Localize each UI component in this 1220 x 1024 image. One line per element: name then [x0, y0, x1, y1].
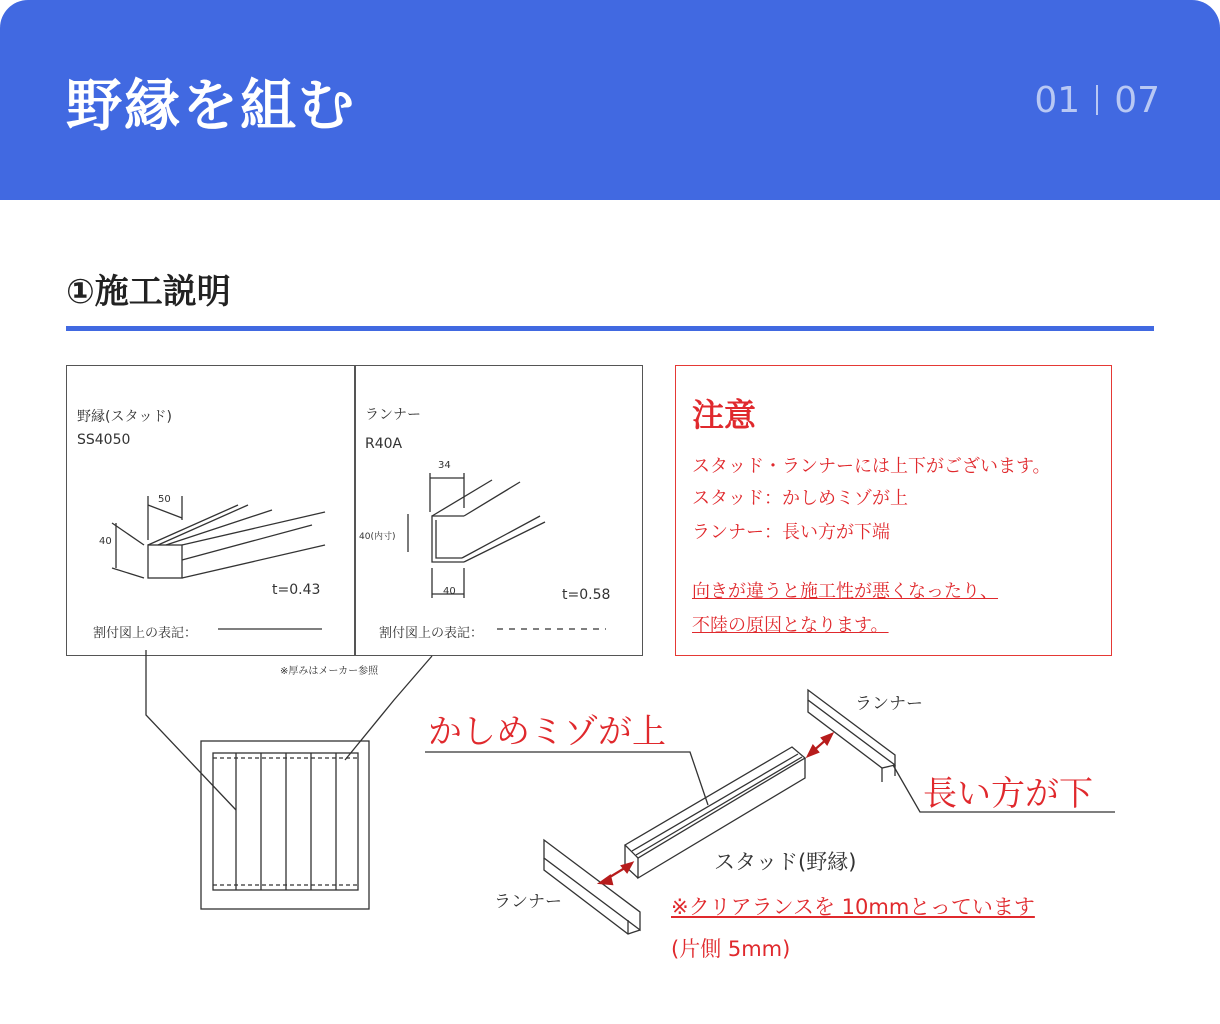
page-current: 01 [1034, 80, 1081, 121]
runner-legend-label: 割付図上の表記： [379, 626, 484, 641]
page-total: 07 [1114, 80, 1160, 121]
stud-dim-width: 50 [158, 494, 171, 505]
notice-warning-1: 向きが違うと施工性が悪くなったり、 [692, 581, 998, 602]
page-title: 野縁を組む [66, 74, 356, 139]
stud-thickness: t=0.43 [272, 582, 321, 598]
stud-code: SS4050 [77, 432, 131, 448]
kashime-label: かしめミゾが上 [428, 712, 666, 752]
notice-title: 注意 [692, 396, 757, 434]
clearance-detail: (片側 5mm) [671, 937, 791, 961]
runner-thickness: t=0.58 [562, 587, 611, 603]
thickness-footnote: ※厚みはメーカー参照 [280, 666, 379, 677]
runner-code: R40A [365, 436, 403, 452]
stud-legend-label: 割付図上の表記： [93, 626, 198, 641]
runner-label-top: ランナー [855, 694, 923, 714]
stud-profile-drawing [112, 496, 325, 578]
runner-dim-top: 34 [438, 460, 451, 471]
notice-line-3: ランナー：長い方が下端 [692, 522, 890, 543]
notice-warning-2: 不陸の原因となります。 [692, 615, 889, 636]
stud-name: 野縁(スタッド) [77, 409, 172, 425]
layout-plan-drawing [201, 741, 369, 909]
runner-name: ランナー [365, 407, 421, 423]
stud-dim-height: 40 [99, 536, 112, 547]
runner-label-bottom: ランナー [494, 892, 562, 912]
clearance-note: ※クリアランスを 10mmとっています [671, 895, 1035, 919]
notice-line-2: スタッド：かしめミゾが上 [692, 488, 908, 509]
runner-profile-drawing [408, 473, 545, 598]
runner-dim-bottom: 40 [443, 586, 456, 597]
notice-line-1: スタッド・ランナーには上下がございます。 [692, 456, 1051, 477]
stud-label: スタッド(野縁) [714, 850, 857, 874]
runner-dim-height: 40(内寸) [359, 532, 396, 542]
section-title: ①施工説明 [66, 272, 231, 312]
long-side-label: 長い方が下 [923, 774, 1093, 814]
